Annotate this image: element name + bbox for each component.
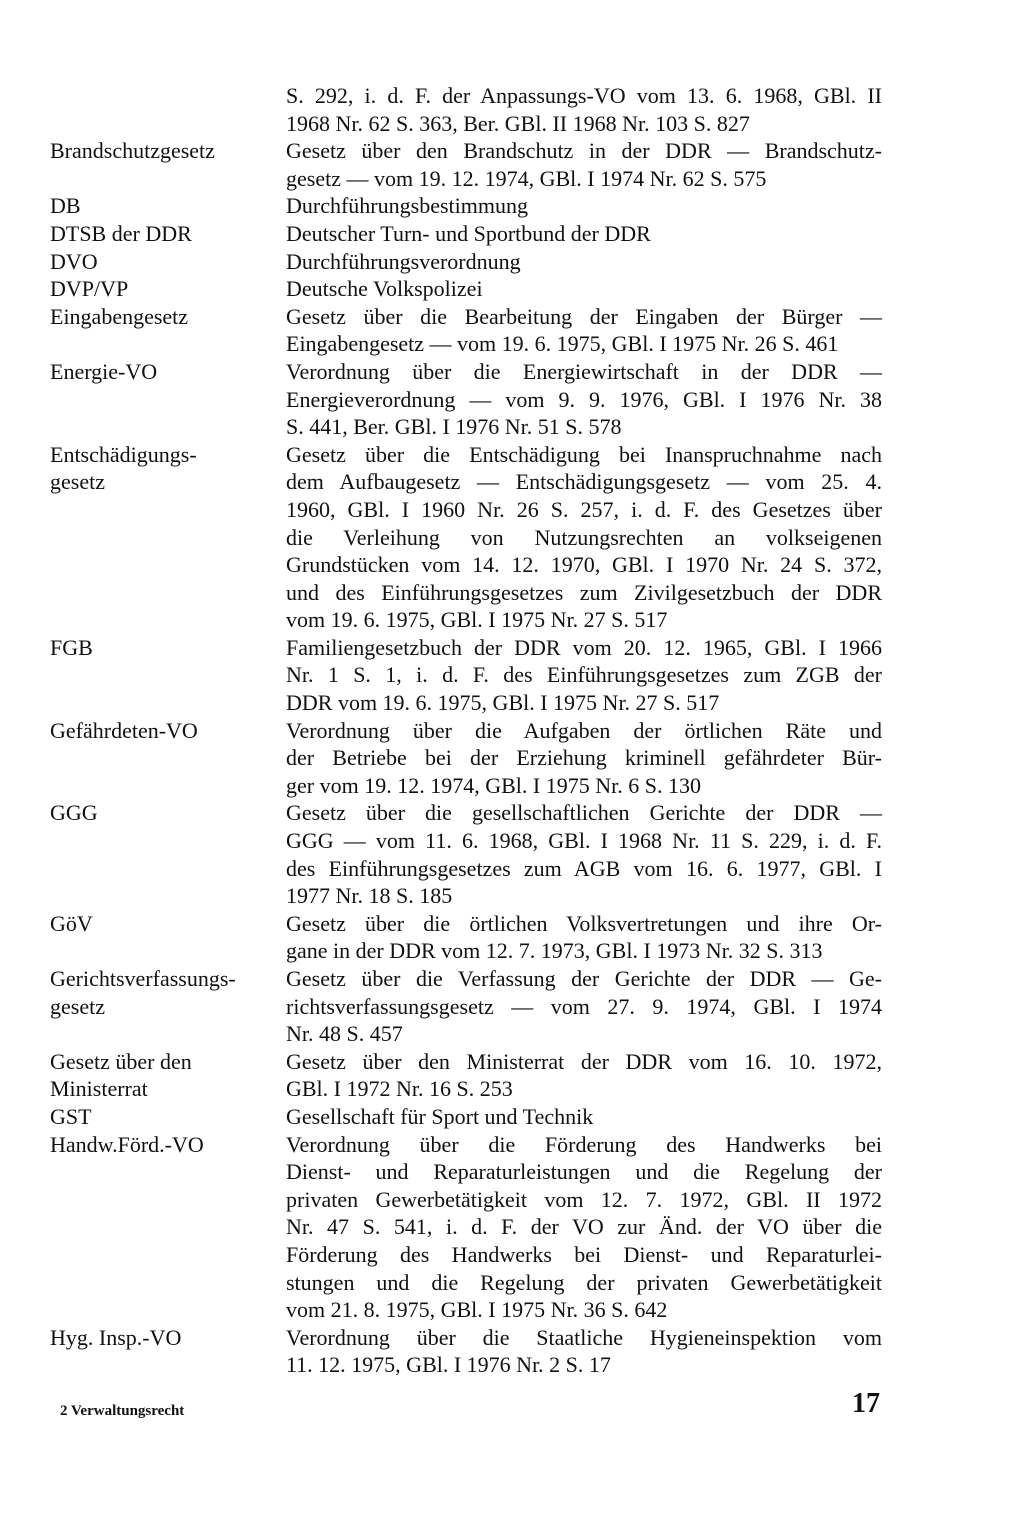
definition-line: Nr. 47 S. 541, i. d. F. der VO zur Änd. der VO über die [286, 1214, 882, 1240]
abbreviation-definition [286, 965, 882, 1048]
definition-line: Verordnung über die Staatliche Hygieneinspektion vom [286, 1324, 882, 1350]
definition-line: vom 19. 6. 1975, GBl. I 1975 Nr. 27 S. 517 [286, 607, 668, 633]
definition-line: S. 441, Ber. GBl. I 1976 Nr. 51 S. 578 [286, 414, 622, 440]
definition-line: Familiengesetzbuch der DDR vom 20. 12. 1965, GBl. I 1966 [286, 634, 882, 660]
definition-line: Nr. 1 S. 1, i. d. F. des Einführungsgesetzes zum ZGB der [286, 662, 882, 688]
abbreviation-term: Gesetz über den Ministerrat [50, 1048, 192, 1102]
definition-line: Eingabengesetz — vom 19. 6. 1975, GBl. I 1975 Nr. 26 S. 461 [286, 331, 839, 357]
abbreviation-entry [0, 634, 1024, 717]
definition-line: vom 21. 8. 1975, GBl. I 1975 Nr. 36 S. 642 [286, 1297, 668, 1323]
abbreviation-definition [286, 82, 882, 137]
abbreviation-entry [0, 192, 1024, 220]
definition-line: 1960, GBl. I 1960 Nr. 26 S. 257, i. d. F. des Gesetzes über [286, 496, 882, 522]
abbreviation-entry [0, 910, 1024, 965]
definition-line: Verordnung über die Aufgaben der örtlichen Räte und [286, 717, 882, 743]
definition-line: 1968 Nr. 62 S. 363, Ber. GBl. II 1968 Nr. 103 S. 827 [286, 110, 750, 136]
abbreviation-definition [286, 358, 882, 441]
definition-line: Deutscher Turn- und Sportbund der DDR [286, 220, 651, 246]
abbreviation-term: Energie-VO [50, 358, 158, 384]
abbreviation-entry [0, 441, 1024, 634]
definition-line: 1977 Nr. 18 S. 185 [286, 883, 453, 909]
abbreviation-entry [0, 303, 1024, 358]
definition-line: dem Aufbaugesetz — Entschädigungsgesetz — vom 25. 4. [286, 469, 882, 495]
definition-line: Gesetz über den Brandschutz in der DDR — Brandschutz- [286, 138, 882, 164]
definition-line: gane in der DDR vom 12. 7. 1973, GBl. I 1973 Nr. 32 S. 313 [286, 938, 823, 964]
abbreviation-term: Hyg. Insp.-VO [50, 1324, 182, 1350]
definition-line: GBl. I 1972 Nr. 16 S. 253 [286, 1076, 513, 1102]
definition-line: richtsverfassungsgesetz — vom 27. 9. 1974, GBl. I 1974 [286, 993, 882, 1019]
abbreviation-definition [286, 910, 882, 965]
definition-line: Gesellschaft für Sport und Technik [286, 1103, 594, 1129]
abbreviation-definition [286, 1131, 882, 1324]
abbreviation-term: Gefährdeten-VO [50, 717, 198, 743]
abbreviation-entry [0, 1103, 1024, 1131]
abbreviation-definition [286, 717, 882, 800]
definition-line: 11. 12. 1975, GBl. I 1976 Nr. 2 S. 17 [286, 1352, 611, 1378]
definition-line: Gesetz über die Entschädigung bei Inanspruchnahme nach [286, 441, 882, 467]
definition-line: S. 292, i. d. F. der Anpassungs-VO vom 13. 6. 1968, GBl. II [286, 83, 882, 108]
definition-line: des Einführungsgesetzes zum AGB vom 16. 6. 1977, GBl. I [286, 855, 882, 881]
definition-line: GGG — vom 11. 6. 1968, GBl. I 1968 Nr. 11 S. 229, i. d. F. [286, 828, 882, 854]
abbreviation-entry [0, 220, 1024, 248]
definition-line: Dienst- und Reparaturleistungen und die Regelung der [286, 1159, 882, 1185]
abbreviation-definition [286, 1048, 882, 1103]
abbreviation-definition [286, 634, 882, 717]
definition-line: Durchführungsverordnung [286, 248, 521, 274]
definition-line: Gesetz über die gesellschaftlichen Gerichte der DDR — [286, 800, 882, 826]
definition-line: Gesetz über die Bearbeitung der Eingaben der Bürger — [286, 303, 882, 329]
definition-line: Gesetz über den Ministerrat der DDR vom 16. 10. 1972, [286, 1048, 882, 1074]
abbreviation-entry [0, 275, 1024, 303]
definition-line: ger vom 19. 12. 1974, GBl. I 1975 Nr. 6 S. 130 [286, 772, 701, 798]
definition-line: stungen und die Regelung der privaten Gewerbetätigkeit [286, 1269, 882, 1295]
abbreviation-term: DVO [50, 248, 98, 274]
abbreviation-term: GGG [50, 800, 98, 826]
definition-line: und des Einführungsgesetzes zum Zivilgesetzbuch der DDR [286, 579, 882, 605]
abbreviation-term: FGB [50, 634, 93, 660]
definition-line: die Verleihung von Nutzungsrechten an volkseigenen [286, 524, 882, 550]
page-number: 17 [852, 1388, 880, 1419]
definition-line: Gesetz über die örtlichen Volksvertretungen und ihre Or- [286, 910, 882, 936]
abbreviation-term: GST [50, 1103, 92, 1129]
definition-line: Durchführungsbestimmung [286, 193, 528, 219]
definition-line: gesetz — vom 19. 12. 1974, GBl. I 1974 Nr. 62 S. 575 [286, 165, 767, 191]
abbreviation-entry [0, 717, 1024, 800]
abbreviation-entry [0, 358, 1024, 441]
definition-line: der Betriebe bei der Erziehung kriminell gefährdeter Bür- [286, 745, 882, 771]
abbreviation-term: Handw.Förd.-VO [50, 1131, 204, 1157]
definition-line: privaten Gewerbetätigkeit vom 12. 7. 1972, GBl. II 1972 [286, 1186, 882, 1212]
abbreviation-entry [0, 248, 1024, 276]
abbreviation-definition [286, 799, 882, 909]
definition-line: Energieverordnung — vom 9. 9. 1976, GBl. I 1976 Nr. 38 [286, 386, 882, 412]
abbreviation-definition [286, 248, 882, 276]
abbreviation-entry [0, 1131, 1024, 1324]
abbreviation-definition [286, 275, 882, 303]
abbreviation-definition [286, 1324, 882, 1379]
definition-line: Grundstücken vom 14. 12. 1970, GBl. I 1970 Nr. 24 S. 372, [286, 552, 882, 578]
abbreviation-definition [286, 192, 882, 220]
abbreviation-definition [286, 137, 882, 192]
abbreviation-entry [0, 137, 1024, 192]
abbreviation-term: Brandschutzgesetz [50, 138, 215, 164]
abbreviation-entry [0, 1324, 1024, 1379]
abbreviation-term: DB [50, 193, 81, 219]
definition-line: Verordnung über die Energiewirtschaft in der DDR — [286, 358, 882, 384]
definition-line: Nr. 48 S. 457 [286, 1021, 403, 1047]
abbreviation-definition [286, 220, 882, 248]
abbreviation-term: Entschädigungs- gesetz [50, 441, 197, 495]
abbreviation-definition [286, 303, 882, 358]
definition-line: Deutsche Volkspolizei [286, 276, 483, 302]
definition-line: Gesetz über die Verfassung der Gerichte der DDR — Ge- [286, 966, 882, 991]
abbreviation-definition [286, 1103, 882, 1131]
abbreviation-term: Eingabengesetz [50, 303, 189, 329]
abbreviation-list [0, 82, 1024, 1379]
abbreviation-term: GöV [50, 910, 93, 936]
abbreviation-entry [0, 965, 1024, 1048]
definition-line: Verordnung über die Förderung des Handwerks bei [286, 1131, 882, 1157]
abbreviation-entry [0, 1048, 1024, 1103]
abbreviation-entry [0, 799, 1024, 909]
abbreviation-term: DTSB der DDR [50, 220, 192, 246]
printer-signature: 2 Verwaltungsrecht [60, 1403, 185, 1419]
abbreviation-definition [286, 441, 882, 634]
abbreviation-term: Gerichtsverfassungs- gesetz [50, 966, 236, 1019]
abbreviation-entry [0, 82, 1024, 137]
abbreviation-term: DVP/VP [50, 276, 129, 302]
definition-line: Förderung des Handwerks bei Dienst- und Reparaturlei- [286, 1241, 882, 1267]
definition-line: DDR vom 19. 6. 1975, GBl. I 1975 Nr. 27 S. 517 [286, 690, 720, 716]
